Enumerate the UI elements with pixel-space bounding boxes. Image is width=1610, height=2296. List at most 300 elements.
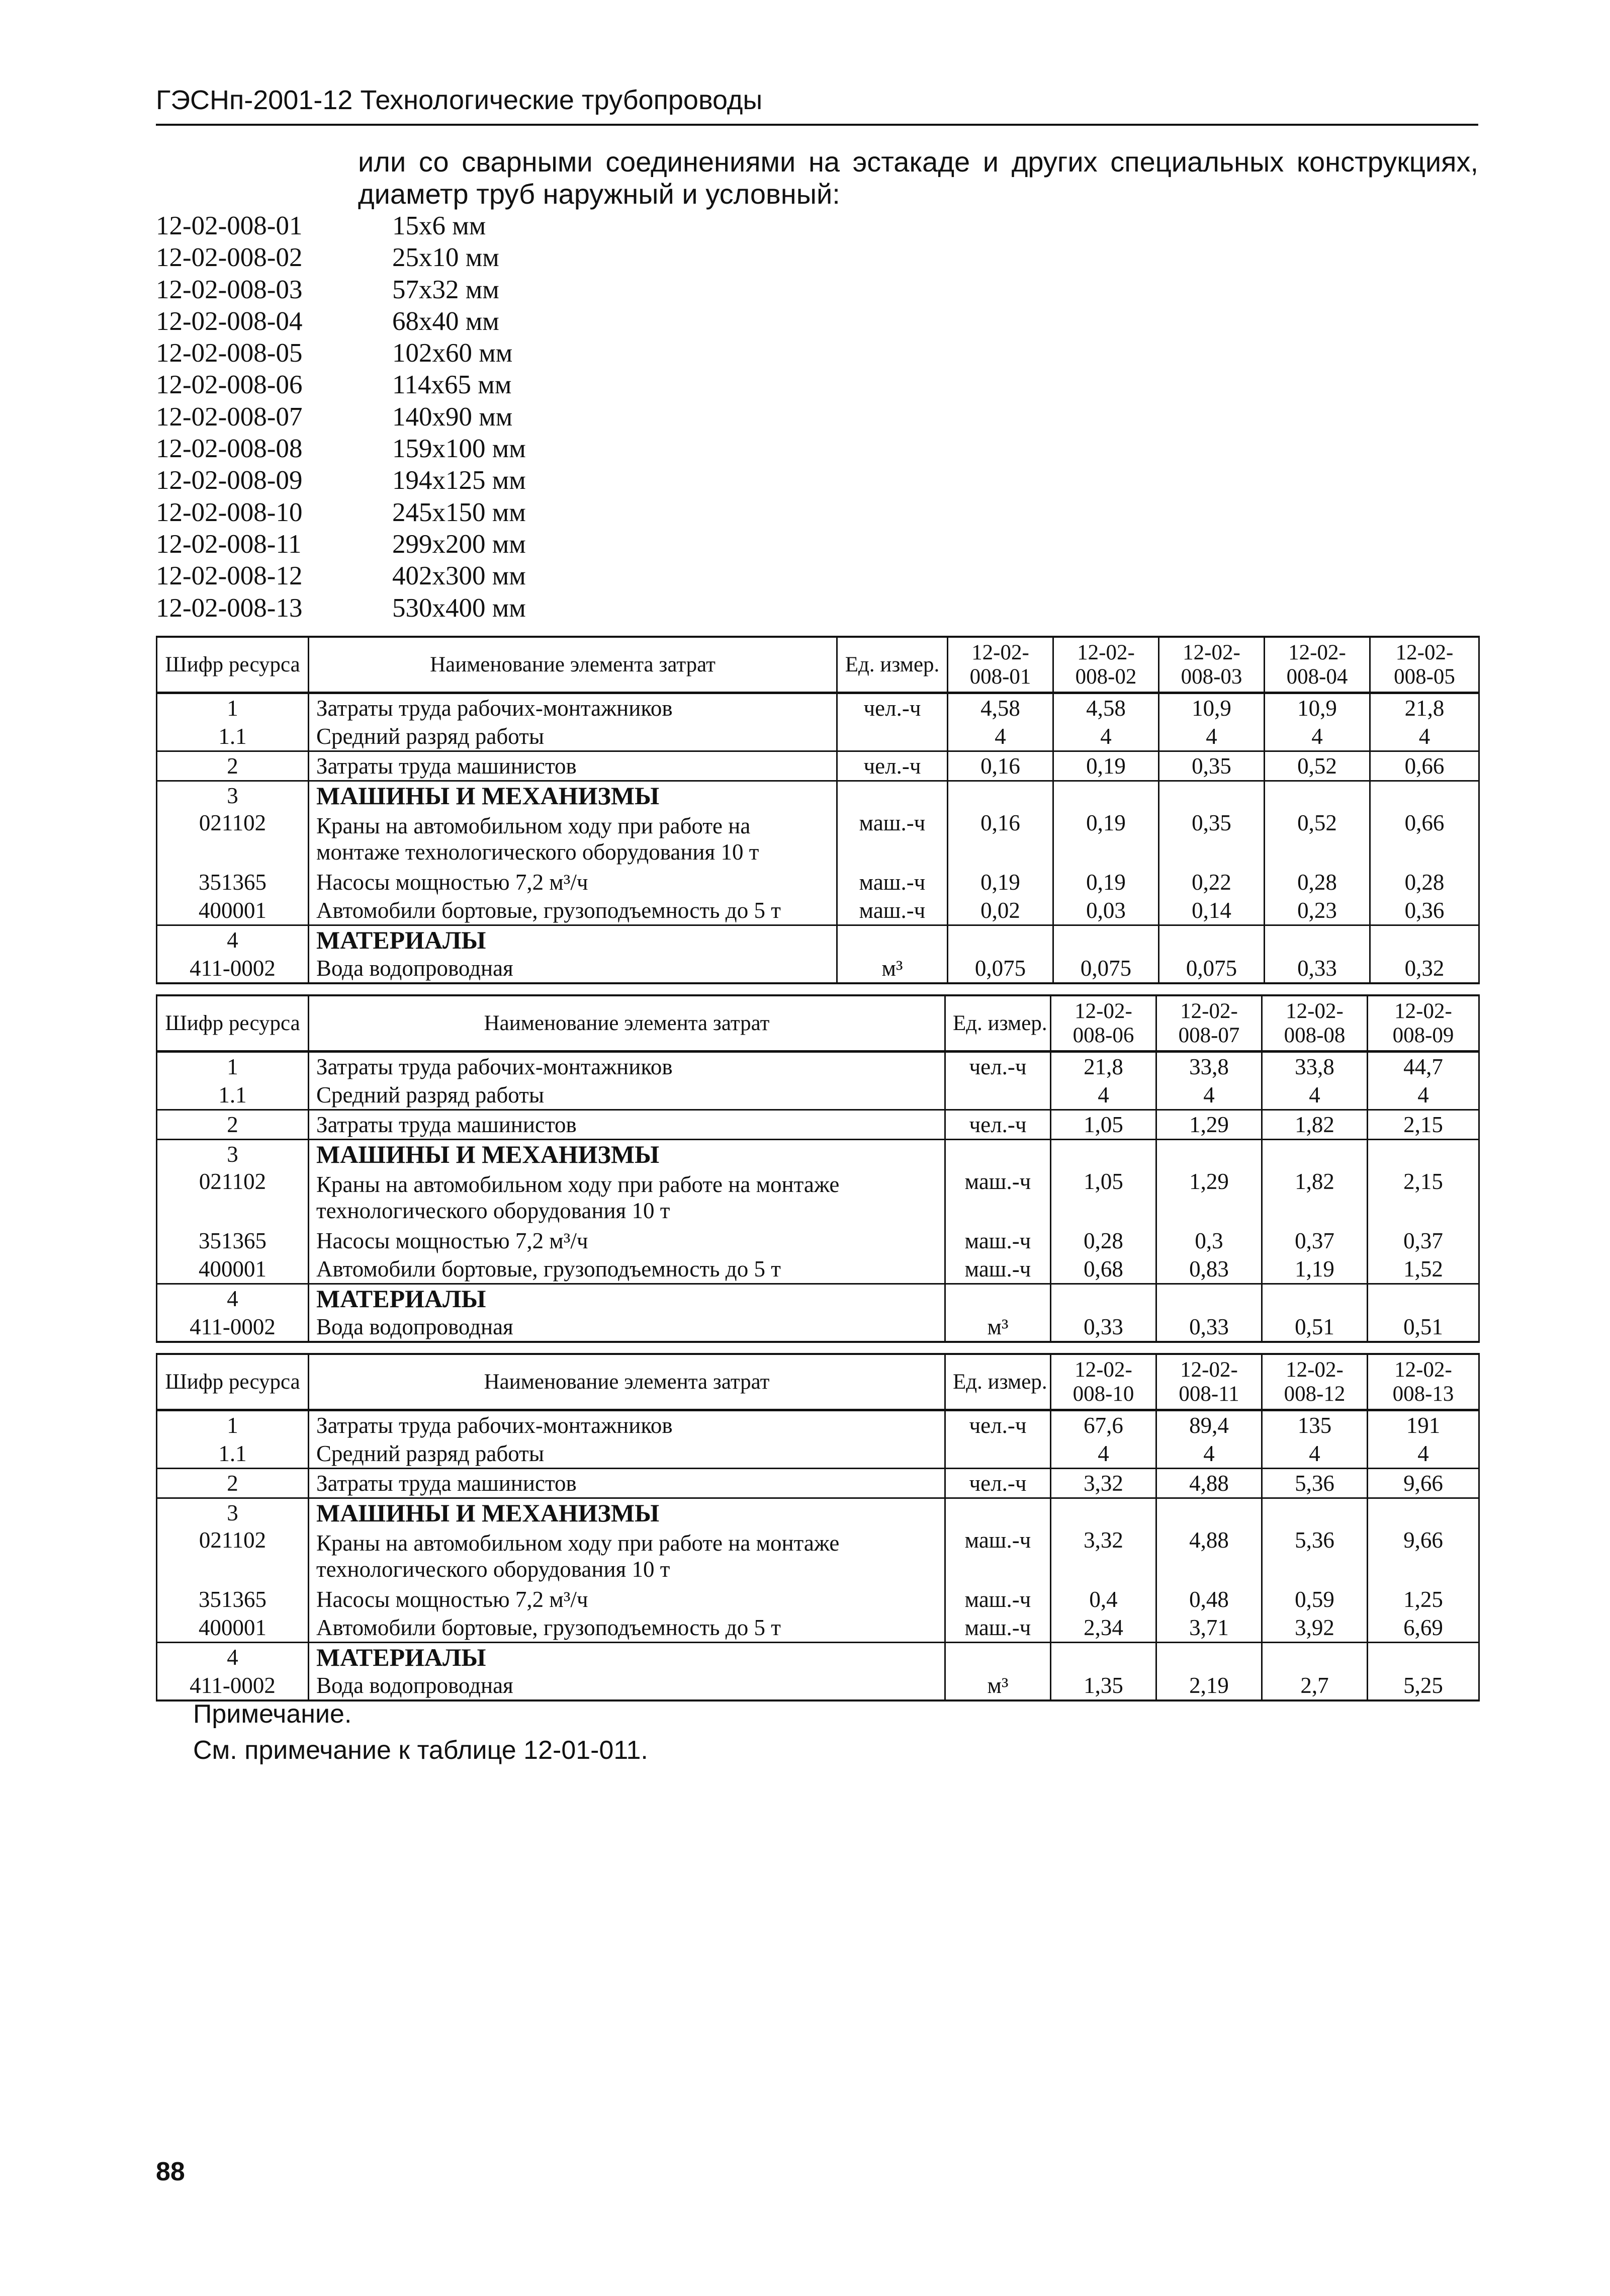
value-cell: 5,36 <box>1262 1527 1368 1585</box>
spec-size: 299x200 мм <box>392 529 526 559</box>
value-cell: 3,92 <box>1262 1613 1368 1643</box>
spec-row <box>156 210 526 242</box>
column-code-prefix: 12-02- <box>1077 640 1135 664</box>
spec-size: 245x150 мм <box>392 497 526 527</box>
value-cell: 0,14 <box>1159 896 1265 925</box>
value-cell: 2,34 <box>1051 1613 1156 1643</box>
header-column <box>1051 995 1156 1052</box>
header-resource-code: Шифр ресурса <box>157 1354 309 1410</box>
note-text: См. примечание к таблице 12-01-011. <box>193 1736 648 1765</box>
resource-code: 400001 <box>157 1255 309 1284</box>
spec-size: 114x65 мм <box>392 370 512 400</box>
value-cell: 0,35 <box>1159 810 1265 868</box>
cost-element-name: Насосы мощностью 7,2 м³/ч <box>309 1585 945 1613</box>
value-cell: 33,8 <box>1156 1052 1262 1081</box>
column-code-suffix: 008-11 <box>1179 1382 1239 1406</box>
value-cell: 4 <box>1262 1081 1368 1110</box>
spec-row <box>156 592 526 624</box>
table-header-row <box>157 995 1479 1052</box>
spec-row <box>156 465 526 496</box>
spec-code: 12-02-008-11 <box>156 529 302 559</box>
resource-code: 411-0002 <box>157 1671 309 1700</box>
value-cell: 21,8 <box>1051 1052 1156 1081</box>
cost-element-name: Автомобили бортовые, грузоподъемность до 5 т <box>309 896 837 925</box>
value-cell: 0,02 <box>948 896 1053 925</box>
resource-table-3 <box>156 1353 1480 1702</box>
cost-element-name: Средний разряд работы <box>309 1439 945 1469</box>
header-rule <box>156 124 1478 126</box>
cost-element-name: Вода водопроводная <box>309 1313 945 1342</box>
spec-list <box>156 210 526 624</box>
value-cell: 0,37 <box>1368 1227 1479 1255</box>
cost-element-name: Краны на автомобильном ходу при работе на монтаже технологического оборудования 10 т <box>309 810 837 868</box>
column-code-prefix: 12-02- <box>1183 640 1240 664</box>
header-column <box>1156 995 1262 1052</box>
section-row <box>157 1284 1479 1313</box>
spec-code: 12-02-008-02 <box>156 243 303 273</box>
spec-code: 12-02-008-06 <box>156 370 303 400</box>
spec-row <box>156 560 526 592</box>
value-cell: 4,88 <box>1156 1527 1262 1585</box>
column-code-suffix: 008-03 <box>1181 664 1242 689</box>
empty-cell <box>945 1140 1051 1169</box>
spec-code: 12-02-008-10 <box>156 497 303 527</box>
spec-row <box>156 306 526 337</box>
resource-code: 1 <box>157 693 309 723</box>
spec-size: 159x100 мм <box>392 434 526 464</box>
value-cell: 4 <box>1051 1439 1156 1469</box>
unit: чел.-ч <box>837 693 948 723</box>
value-cell: 2,15 <box>1368 1168 1479 1227</box>
value-cell: 0,33 <box>1051 1313 1156 1342</box>
value-cell: 4 <box>1156 1081 1262 1110</box>
value-cell: 4 <box>1265 722 1370 751</box>
spec-size: 402x300 мм <box>392 561 526 591</box>
spec-code: 12-02-008-13 <box>156 593 303 623</box>
spec-row <box>156 337 526 369</box>
empty-cell <box>1053 781 1159 810</box>
value-cell: 0,66 <box>1370 810 1479 868</box>
column-code-prefix: 12-02- <box>1075 1357 1132 1382</box>
unit: м³ <box>945 1313 1051 1342</box>
value-cell: 0,66 <box>1370 751 1479 781</box>
cost-element-name: Затраты труда рабочих-монтажников <box>309 693 837 723</box>
header-cost-element: Наименование элемента затрат <box>309 1354 945 1410</box>
table-row <box>157 1613 1479 1643</box>
table-row <box>157 1227 1479 1255</box>
resource-table-2 <box>156 994 1480 1343</box>
value-cell: 89,4 <box>1156 1410 1262 1440</box>
column-code-prefix: 12-02- <box>971 640 1029 664</box>
table-row <box>157 1081 1479 1110</box>
value-cell: 0,83 <box>1156 1255 1262 1284</box>
resource-code: 2 <box>157 1110 309 1140</box>
column-code-suffix: 008-09 <box>1392 1023 1454 1047</box>
value-cell: 4,58 <box>948 693 1053 723</box>
value-cell: 0,48 <box>1156 1585 1262 1613</box>
spec-code: 12-02-008-05 <box>156 338 303 368</box>
column-code-prefix: 12-02- <box>1180 1357 1238 1382</box>
value-cell: 44,7 <box>1368 1052 1479 1081</box>
table-row <box>157 954 1479 983</box>
resource-code: 4 <box>157 1643 309 1672</box>
empty-cell <box>1368 1140 1479 1169</box>
column-code-suffix: 008-12 <box>1284 1382 1346 1406</box>
value-cell: 0,59 <box>1262 1585 1368 1613</box>
section-row <box>157 1498 1479 1527</box>
table-row <box>157 1313 1479 1342</box>
empty-cell <box>945 1498 1051 1527</box>
section-title: МАШИНЫ И МЕХАНИЗМЫ <box>309 1140 945 1169</box>
spec-code: 12-02-008-08 <box>156 434 303 464</box>
value-cell: 191 <box>1368 1410 1479 1440</box>
value-cell: 5,25 <box>1368 1671 1479 1700</box>
unit: чел.-ч <box>945 1410 1051 1440</box>
column-code-prefix: 12-02- <box>1286 999 1344 1023</box>
header-column <box>1051 1354 1156 1410</box>
value-cell: 0,19 <box>1053 868 1159 896</box>
value-cell: 4 <box>1368 1439 1479 1469</box>
unit: маш.-ч <box>945 1168 1051 1227</box>
value-cell: 0,52 <box>1265 751 1370 781</box>
running-header: ГЭСНп-2001-12 Технологические трубопроводы <box>156 85 763 115</box>
unit: маш.-ч <box>945 1527 1051 1585</box>
cost-element-name: Краны на автомобильном ходу при работе на монтаже технологического оборудования 10 т <box>309 1527 945 1585</box>
empty-cell <box>1051 1643 1156 1672</box>
spec-row <box>156 369 526 401</box>
table-row <box>157 1527 1479 1585</box>
table-row <box>157 1439 1479 1469</box>
value-cell: 0,51 <box>1368 1313 1479 1342</box>
value-cell: 0,36 <box>1370 896 1479 925</box>
value-cell: 3,32 <box>1051 1527 1156 1585</box>
page-number: 88 <box>156 2157 185 2186</box>
cost-element-name: Затраты труда машинистов <box>309 1469 945 1498</box>
column-code-prefix: 12-02- <box>1180 999 1238 1023</box>
spec-size: 194x125 мм <box>392 466 526 495</box>
value-cell: 4 <box>1370 722 1479 751</box>
resource-code: 021102 <box>157 1527 309 1585</box>
value-cell: 1,05 <box>1051 1110 1156 1140</box>
table-row <box>157 722 1479 751</box>
unit: маш.-ч <box>837 896 948 925</box>
value-cell: 0,16 <box>948 751 1053 781</box>
value-cell: 0,33 <box>1265 954 1370 983</box>
value-cell: 0,28 <box>1265 868 1370 896</box>
table-row <box>157 1255 1479 1284</box>
spec-size: 530x400 мм <box>392 593 526 623</box>
table-header-row <box>157 1354 1479 1410</box>
value-cell: 4,58 <box>1053 693 1159 723</box>
header-column <box>1368 1354 1479 1410</box>
value-cell: 0,075 <box>948 954 1053 983</box>
resource-code: 4 <box>157 925 309 955</box>
unit <box>837 722 948 751</box>
empty-cell <box>1159 781 1265 810</box>
value-cell: 0,4 <box>1051 1585 1156 1613</box>
resource-code: 1.1 <box>157 722 309 751</box>
empty-cell <box>1159 925 1265 955</box>
column-code-suffix: 008-02 <box>1075 664 1137 689</box>
unit: чел.-ч <box>945 1110 1051 1140</box>
value-cell: 4 <box>1368 1081 1479 1110</box>
cost-element-name: Затраты труда машинистов <box>309 751 837 781</box>
spec-code: 12-02-008-09 <box>156 466 303 495</box>
value-cell: 0,03 <box>1053 896 1159 925</box>
value-cell: 0,075 <box>1053 954 1159 983</box>
value-cell: 0,33 <box>1156 1313 1262 1342</box>
table-row <box>157 1410 1479 1440</box>
value-cell: 4 <box>948 722 1053 751</box>
value-cell: 1,25 <box>1368 1585 1479 1613</box>
cost-element-name: Автомобили бортовые, грузоподъемность до 5 т <box>309 1255 945 1284</box>
value-cell: 5,36 <box>1262 1469 1368 1498</box>
resource-code: 1 <box>157 1052 309 1081</box>
column-code-prefix: 12-02- <box>1286 1357 1344 1382</box>
value-cell: 135 <box>1262 1410 1368 1440</box>
empty-cell <box>1265 925 1370 955</box>
empty-cell <box>1368 1643 1479 1672</box>
value-cell: 9,66 <box>1368 1469 1479 1498</box>
empty-cell <box>945 1643 1051 1672</box>
table-row <box>157 868 1479 896</box>
spec-code: 12-02-008-12 <box>156 561 303 591</box>
table-row <box>157 1168 1479 1227</box>
empty-cell <box>1051 1140 1156 1169</box>
intro-text: или со сварными соединениями на эстакаде и других специальных конструкциях, диаметр труб наружный и условный: <box>358 146 1478 210</box>
resource-code: 3 <box>157 1498 309 1527</box>
value-cell: 1,29 <box>1156 1168 1262 1227</box>
cost-element-name: Автомобили бортовые, грузоподъемность до 5 т <box>309 1613 945 1643</box>
section-row <box>157 781 1479 810</box>
value-cell: 0,32 <box>1370 954 1479 983</box>
empty-cell <box>948 781 1053 810</box>
resource-table-1 <box>156 636 1480 984</box>
cost-element-name: Средний разряд работы <box>309 722 837 751</box>
value-cell: 0,52 <box>1265 810 1370 868</box>
unit: маш.-ч <box>837 868 948 896</box>
value-cell: 33,8 <box>1262 1052 1368 1081</box>
resource-code: 021102 <box>157 1168 309 1227</box>
unit <box>945 1081 1051 1110</box>
table-row <box>157 1110 1479 1140</box>
column-code-suffix: 008-01 <box>969 664 1031 689</box>
empty-cell <box>1156 1643 1262 1672</box>
spec-size: 15x6 мм <box>392 211 486 240</box>
column-code-suffix: 008-10 <box>1072 1382 1134 1406</box>
value-cell: 0,075 <box>1159 954 1265 983</box>
column-code-suffix: 008-07 <box>1178 1023 1240 1047</box>
spec-size: 102x60 мм <box>392 338 513 368</box>
cost-element-name: Насосы мощностью 7,2 м³/ч <box>309 868 837 896</box>
empty-cell <box>1156 1284 1262 1313</box>
table-row <box>157 751 1479 781</box>
spec-code: 12-02-008-04 <box>156 306 303 336</box>
unit: маш.-ч <box>945 1227 1051 1255</box>
value-cell: 4 <box>1156 1439 1262 1469</box>
section-row <box>157 1140 1479 1169</box>
table-row <box>157 1671 1479 1700</box>
resource-code: 2 <box>157 1469 309 1498</box>
header-unit: Ед. измер. <box>945 1354 1051 1410</box>
header-resource-code: Шифр ресурса <box>157 995 309 1052</box>
spec-code: 12-02-008-07 <box>156 402 303 432</box>
value-cell: 0,28 <box>1370 868 1479 896</box>
cost-element-name: Краны на автомобильном ходу при работе на монтаже технологического оборудования 10 т <box>309 1168 945 1227</box>
resource-code: 3 <box>157 1140 309 1169</box>
value-cell: 1,05 <box>1051 1168 1156 1227</box>
value-cell: 1,82 <box>1262 1110 1368 1140</box>
resource-code: 1 <box>157 1410 309 1440</box>
value-cell: 2,19 <box>1156 1671 1262 1700</box>
spec-row <box>156 401 526 433</box>
value-cell: 1,19 <box>1262 1255 1368 1284</box>
value-cell: 1,35 <box>1051 1671 1156 1700</box>
header-column <box>1265 637 1370 693</box>
value-cell: 0,35 <box>1159 751 1265 781</box>
unit: чел.-ч <box>945 1052 1051 1081</box>
table-header-row <box>157 637 1479 693</box>
empty-cell <box>1156 1498 1262 1527</box>
value-cell: 0,3 <box>1156 1227 1262 1255</box>
empty-cell <box>1262 1643 1368 1672</box>
value-cell: 0,51 <box>1262 1313 1368 1342</box>
value-cell: 0,16 <box>948 810 1053 868</box>
spec-size: 57x32 мм <box>392 275 499 304</box>
value-cell: 2,7 <box>1262 1671 1368 1700</box>
table-row <box>157 896 1479 925</box>
table-row <box>157 693 1479 723</box>
section-title: МАШИНЫ И МЕХАНИЗМЫ <box>309 1498 945 1527</box>
value-cell: 4,88 <box>1156 1469 1262 1498</box>
section-title: МАТЕРИАЛЫ <box>309 1284 945 1313</box>
header-unit: Ед. измер. <box>837 637 948 693</box>
empty-cell <box>1262 1284 1368 1313</box>
empty-cell <box>1051 1284 1156 1313</box>
empty-cell <box>1368 1498 1479 1527</box>
column-code-suffix: 008-04 <box>1286 664 1348 689</box>
resource-code: 411-0002 <box>157 954 309 983</box>
header-cost-element: Наименование элемента затрат <box>309 637 837 693</box>
value-cell: 0,28 <box>1051 1227 1156 1255</box>
empty-cell <box>1370 925 1479 955</box>
value-cell: 4 <box>1053 722 1159 751</box>
spec-size: 68x40 мм <box>392 306 499 336</box>
section-title: МАШИНЫ И МЕХАНИЗМЫ <box>309 781 837 810</box>
header-cost-element: Наименование элемента затрат <box>309 995 945 1052</box>
empty-cell <box>1368 1284 1479 1313</box>
column-code-suffix: 008-06 <box>1072 1023 1134 1047</box>
cost-element-name: Затраты труда рабочих-монтажников <box>309 1052 945 1081</box>
spec-code: 12-02-008-03 <box>156 275 303 304</box>
unit: маш.-ч <box>945 1585 1051 1613</box>
header-column <box>1159 637 1265 693</box>
header-column <box>948 637 1053 693</box>
unit <box>945 1439 1051 1469</box>
column-code-prefix: 12-02- <box>1394 999 1452 1023</box>
column-code-suffix: 008-08 <box>1284 1023 1346 1047</box>
value-cell: 3,32 <box>1051 1469 1156 1498</box>
empty-cell <box>945 1284 1051 1313</box>
table-row <box>157 1052 1479 1081</box>
value-cell: 1,29 <box>1156 1110 1262 1140</box>
section-title: МАТЕРИАЛЫ <box>309 925 837 955</box>
unit: м³ <box>945 1671 1051 1700</box>
resource-code: 2 <box>157 751 309 781</box>
table-row <box>157 1585 1479 1613</box>
value-cell: 0,19 <box>1053 810 1159 868</box>
value-cell: 1,82 <box>1262 1168 1368 1227</box>
empty-cell <box>1262 1140 1368 1169</box>
header-column <box>1262 1354 1368 1410</box>
section-row <box>157 1643 1479 1672</box>
value-cell: 10,9 <box>1265 693 1370 723</box>
unit: м³ <box>837 954 948 983</box>
spec-row <box>156 529 526 560</box>
empty-cell <box>837 925 948 955</box>
value-cell: 3,71 <box>1156 1613 1262 1643</box>
resource-code: 351365 <box>157 1585 309 1613</box>
column-code-prefix: 12-02- <box>1395 640 1454 664</box>
section-row <box>157 925 1479 955</box>
resource-code: 351365 <box>157 868 309 896</box>
column-code-suffix: 008-13 <box>1392 1382 1454 1406</box>
note-title: Примечание. <box>193 1699 352 1729</box>
empty-cell <box>1053 925 1159 955</box>
empty-cell <box>837 781 948 810</box>
cost-element-name: Затраты труда рабочих-монтажников <box>309 1410 945 1440</box>
column-code-prefix: 12-02- <box>1288 640 1346 664</box>
cost-element-name: Средний разряд работы <box>309 1081 945 1110</box>
value-cell: 0,23 <box>1265 896 1370 925</box>
value-cell: 67,6 <box>1051 1410 1156 1440</box>
resource-code: 400001 <box>157 896 309 925</box>
value-cell: 4 <box>1262 1439 1368 1469</box>
resource-code: 1.1 <box>157 1081 309 1110</box>
header-resource-code: Шифр ресурса <box>157 637 309 693</box>
value-cell: 1,52 <box>1368 1255 1479 1284</box>
empty-cell <box>1370 781 1479 810</box>
spec-row <box>156 242 526 274</box>
table-row <box>157 1469 1479 1498</box>
unit: маш.-ч <box>945 1613 1051 1643</box>
value-cell: 0,37 <box>1262 1227 1368 1255</box>
value-cell: 0,19 <box>1053 751 1159 781</box>
unit: маш.-ч <box>945 1255 1051 1284</box>
value-cell: 0,22 <box>1159 868 1265 896</box>
column-code-suffix: 008-05 <box>1394 664 1455 689</box>
resource-code: 411-0002 <box>157 1313 309 1342</box>
spec-row <box>156 433 526 465</box>
unit: чел.-ч <box>837 751 948 781</box>
spec-size: 140x90 мм <box>392 402 513 432</box>
value-cell: 4 <box>1051 1081 1156 1110</box>
value-cell: 4 <box>1159 722 1265 751</box>
resource-code: 021102 <box>157 810 309 868</box>
spec-size: 25x10 мм <box>392 243 499 273</box>
value-cell: 21,8 <box>1370 693 1479 723</box>
cost-element-name: Вода водопроводная <box>309 954 837 983</box>
cost-element-name: Насосы мощностью 7,2 м³/ч <box>309 1227 945 1255</box>
spec-row <box>156 274 526 306</box>
value-cell: 2,15 <box>1368 1110 1479 1140</box>
header-unit: Ед. измер. <box>945 995 1051 1052</box>
spec-code: 12-02-008-01 <box>156 211 303 240</box>
spec-row <box>156 497 526 529</box>
value-cell: 0,19 <box>948 868 1053 896</box>
unit: маш.-ч <box>837 810 948 868</box>
resource-code: 3 <box>157 781 309 810</box>
